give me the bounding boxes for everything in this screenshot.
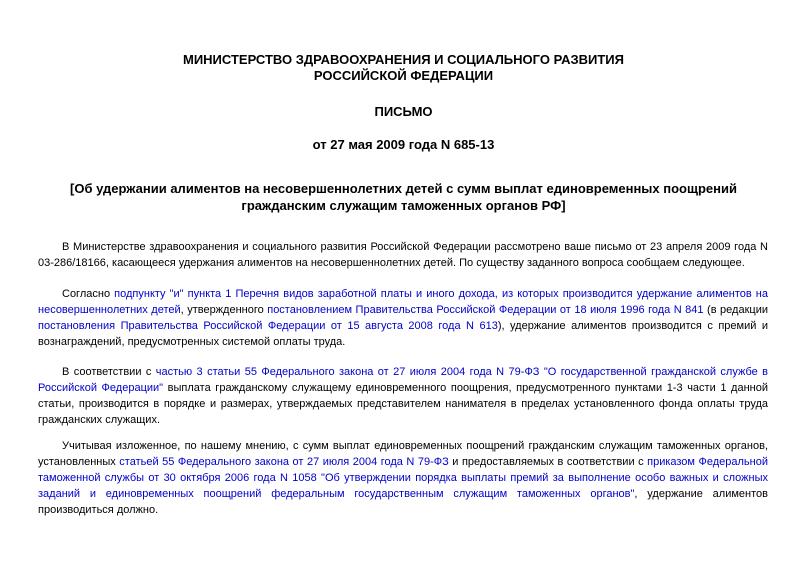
paragraph-1: В Министерстве здравоохранения и социального развития Российской Федерации рассмотрено ваше письмо от 23 апреля 2009 года N 03-286/18166, касающееся удержания алиментов на несовершеннолетних детей. По существу заданного вопроса сообщаем следующее. [38,241,768,269]
document-type: ПИСЬМО [374,104,433,119]
paragraph-4-text-1: Учитывая изложенное, по нашему мнению, с сумм выплат единовременных поощрений гражданским служащим таможенных органов, установленных [38,440,768,468]
paragraph-2-text-2: , утвержденного [180,304,268,316]
document-date: от 27 мая 2009 года N 685-13 [312,137,495,152]
link-federal-law-79fz-article-55[interactable]: статьей 55 Федерального закона от 27 июля 2004 года N 79-ФЗ [119,456,449,468]
link-alimony-list-subpoint[interactable]: подпункту "и" пункта 1 Перечня видов заработной платы и иного дохода, из которых производится удержание алиментов на несовершеннолетних детей [38,288,768,316]
document-subject: [Об удержании алиментов на несовершеннолетних детей с сумм выплат единовременных поощрений гражданским служащим таможенных органов РФ] [70,181,737,213]
paragraph-2-text-3: (в редакции [703,304,768,316]
link-customs-order-1058[interactable]: приказом Федеральной таможенной службы от 30 октября 2006 года N 1058 "Об утверждении порядка выплаты премий за выполнение особо важных и сложных заданий и единовременных поощрений федеральным государственным служащим таможенных органов" [38,456,768,500]
paragraph-2 [38,286,768,350]
link-government-decree-841[interactable]: постановлением Правительства Российской Федерации от 18 июля 1996 года N 841 [267,304,704,316]
paragraph-4-text-2: и предоставляемых в соответствии с [448,456,648,468]
ministry-title-line2: РОССИЙСКОЙ ФЕДЕРАЦИИ [313,68,494,83]
link-government-decree-613[interactable]: постановления Правительства Российской Федерации от 15 августа 2008 года N 613 [38,320,498,332]
paragraph-4 [38,438,768,518]
ministry-title-line1: МИНИСТЕРСТВО ЗДРАВООХРАНЕНИЯ И СОЦИАЛЬНОГО РАЗВИТИЯ [183,52,624,67]
paragraph-2-text-4: ), удержание алиментов производится с премий и вознаграждений, предусмотренных системой оплаты труда. [38,320,768,348]
link-federal-law-79fz-article-55-part-3[interactable]: частью 3 статьи 55 Федерального закона от 27 июля 2004 года N 79-ФЗ "О государственной гражданской службе в Российской Федерации" [38,366,768,394]
paragraph-3-text-2: выплата гражданскому служащему единовременного поощрения, предусмотренного пунктами 1-3 части 1 данной статьи, производится в порядке и размерах, утверждаемых представителем нанимателя в пределах установленного фонда оплаты труда гражданских служащих. [38,382,768,426]
paragraph-3 [38,364,768,428]
paragraph-4-text-3: , удержание алиментов производиться должно. [38,488,768,516]
paragraph-2-text-1: Согласно [62,288,115,300]
paragraph-3-text-1: В соответствии с [62,366,156,378]
